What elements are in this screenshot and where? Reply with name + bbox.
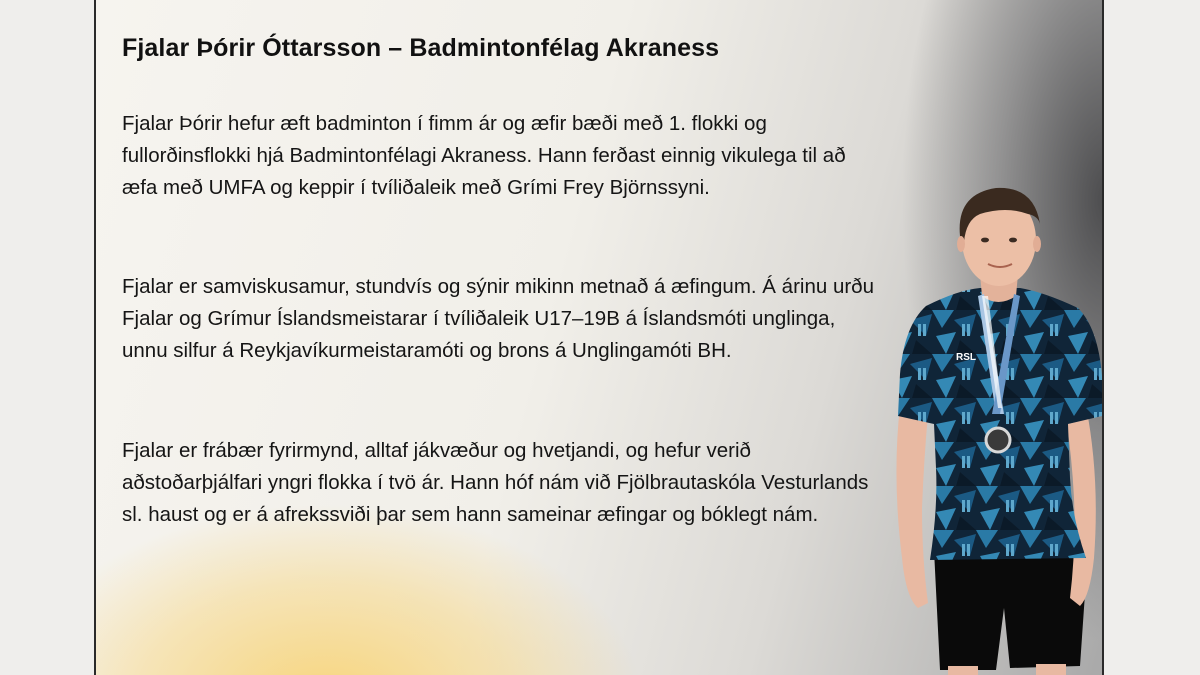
athlete-photo [888,178,1104,675]
paragraph-2: Fjalar er samviskusamur, stundvís og sýnir mikinn metnað á æfingum. Á árinu urðu Fjalar og Grímur Íslandsmeistarar í tvíliðaleik U17–19B á Íslandsmóti unglinga, unnu silfur á Reykjavíkurmeistaramóti og brons á Unglingamóti BH. [122,275,874,362]
jersey-logo: RSL [956,352,976,363]
paragraph-3: Fjalar er frábær fyrirmynd, alltaf jákvæður og hvetjandi, og hefur verið aðstoðarþjálfari yngri flokka í tvö ár. Hann hóf nám við Fjölbrautaskóla Vesturlands sl. haust og er á afrekssviði þar sem hann sameinar æfingar og bóklegt nám. [122,439,869,526]
article-card [94,0,1104,675]
medal [986,428,1010,452]
paragraph-1: Fjalar Þórir hefur æft badminton í fimm ár og æfir bæði með 1. flokki og fullorðinsflokki hjá Badmintonfélagi Akraness. Hann ferðast einnig vikulega til að æfa með UMFA og keppir í tvíliðaleik með Grími Frey Björnssyni. [122,112,846,199]
shorts [934,550,1088,670]
article-title: Fjalar Þórir Óttarsson – Badmintonfélag Akraness [122,34,720,62]
left-arm [896,406,928,608]
